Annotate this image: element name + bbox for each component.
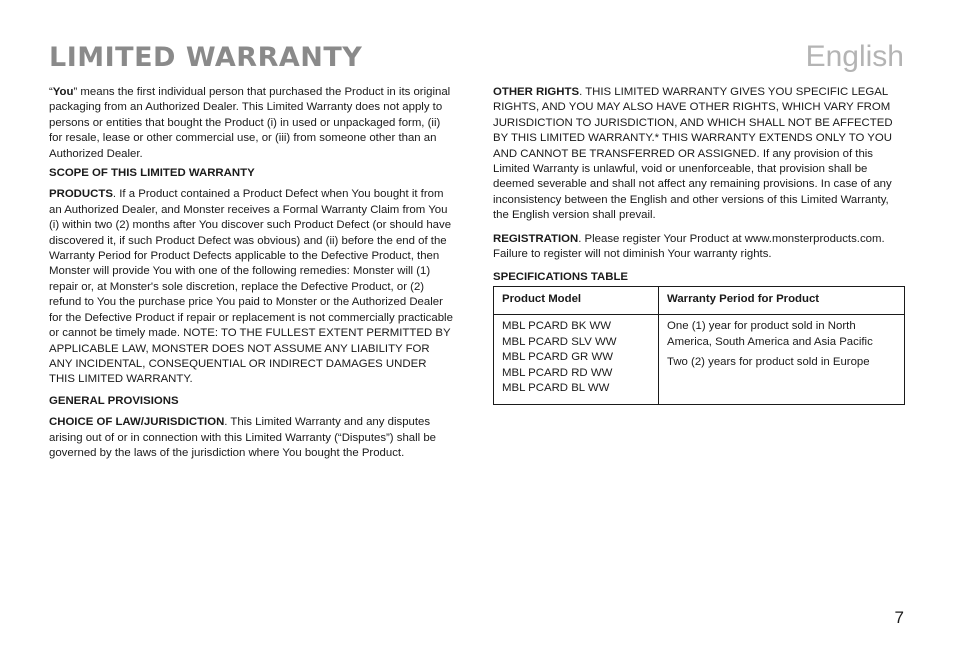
you-definition: “You” means the first individual person that purchased the Product in its original packaging from an Authorized Dealer. This Limited Warranty does not apply to persons or entities that bought the Product (i) in used or unpackaged form, (ii) for resale, lease or other commercial use, or (iii) from someone other than an Authorized Dealer. xyxy=(49,86,451,160)
period-item: Two (2) years for product sold in Europe xyxy=(667,356,870,369)
other-rights-paragraph xyxy=(493,85,904,224)
registration-term: REGISTRATION xyxy=(493,232,579,245)
products-term: PRODUCTS xyxy=(49,188,113,201)
model-item: MBL PCARD RD WW xyxy=(502,366,613,379)
table-header-row xyxy=(494,287,905,315)
model-list-cell xyxy=(494,315,659,405)
page-number: 7 xyxy=(894,608,904,627)
language-label: English xyxy=(805,40,904,73)
period-item: One (1) year for product sold in North America, South America and Asia Pacific xyxy=(667,320,873,348)
choice-text: . This Limited Warranty and any disputes arising out of or in connection with this Limited Warranty (“Disputes”) shall be governed by the laws of the jurisdiction where You bought the Product. xyxy=(49,416,437,459)
table-row xyxy=(494,315,905,405)
choice-term: CHOICE OF LAW/JURISDICTION xyxy=(49,416,225,429)
registration-paragraph xyxy=(493,232,904,263)
other-rights-term: OTHER RIGHTS xyxy=(493,86,580,98)
model-item: MBL PCARD BK WW xyxy=(502,320,612,333)
products-text: . If a Product contained a Product Defect when You bought it from an Authorized Dealer, and Monster receives a Formal Warranty Claim from You (i) within two (2) months after You discover such Product Defect (or should have discovered it, if such Product Defect was obvious) and (ii) before the end of the Warranty Period for Product Defects applicable to the Defective Product, then Monster will provide You with one of the following remedies: Monster will (1) repair or, at Monster's sole discretion, replace the Defective Product, or (2) refund to You the purchase price You paid to Monster or the Authorized Dealer for the Defective Product if repair or replacement is not commercially practicable or cannot be timely made. NOTE: TO THE FULLEST EXTENT PERMITTED BY APPLICABLE LAW, MONSTER DOES NOT ASSUME ANY LIABILITY FOR ANY INCIDENTAL, CONSEQUENTIAL OR INDIRECT DAMAGES UNDER THIS LIMITED WARRANTY. xyxy=(49,188,453,386)
choice-paragraph xyxy=(49,415,454,461)
registration-text: . Please register Your Product at www.monsterproducts.com. Failure to register will not diminish Your warranty rights. xyxy=(493,232,885,261)
left-column xyxy=(49,85,454,465)
general-heading: GENERAL PROVISIONS xyxy=(49,394,179,407)
scope-heading: SCOPE OF THIS LIMITED WARRANTY xyxy=(49,167,255,180)
specifications-table xyxy=(493,286,905,405)
you-text: ” means the first individual person that purchased the Product in its original packaging from an Authorized Dealer. This Limited Warranty does not apply to persons or entities that bought the Product (i) in used or unpackaged form, (ii) for resale, lease or other commercial use, or (iii) from someone other than an Authorized Dealer. xyxy=(49,86,451,160)
model-item: MBL PCARD BL WW xyxy=(502,382,610,395)
model-item: MBL PCARD GR WW xyxy=(502,351,613,364)
model-item: MBL PCARD SLV WW xyxy=(502,335,617,348)
spec-heading: SPECIFICATIONS TABLE xyxy=(493,271,629,284)
warranty-period-cell xyxy=(659,315,905,405)
page-title: LIMITED WARRANTY xyxy=(49,42,363,73)
you-term: You xyxy=(52,86,74,98)
other-rights-text: . THIS LIMITED WARRANTY GIVES YOU SPECIFIC LEGAL RIGHTS, AND YOU MAY ALSO HAVE OTHER RIGHTS, WHICH VARY FROM JURISDICTION TO JURISDICTION, AND WHICH SHALL NOT BE AFFECTED BY THIS LIMITED WARRANTY.* THIS WARRANTY EXTENDS ONLY TO YOU AND CANNOT BE TRANSFERRED OR ASSIGNED. If any provision of this Limited Warranty is unlawful, void or unenforceable, that provision shall be deemed severable and shall not affect any remaining provisions. In case of any inconsistency between the English and other versions of this Limited Warranty, the English version shall prevail. xyxy=(493,86,893,222)
column-header: Product Model xyxy=(494,287,659,315)
right-column xyxy=(493,85,904,292)
products-paragraph xyxy=(49,187,454,387)
column-header: Warranty Period for Product xyxy=(659,287,905,315)
